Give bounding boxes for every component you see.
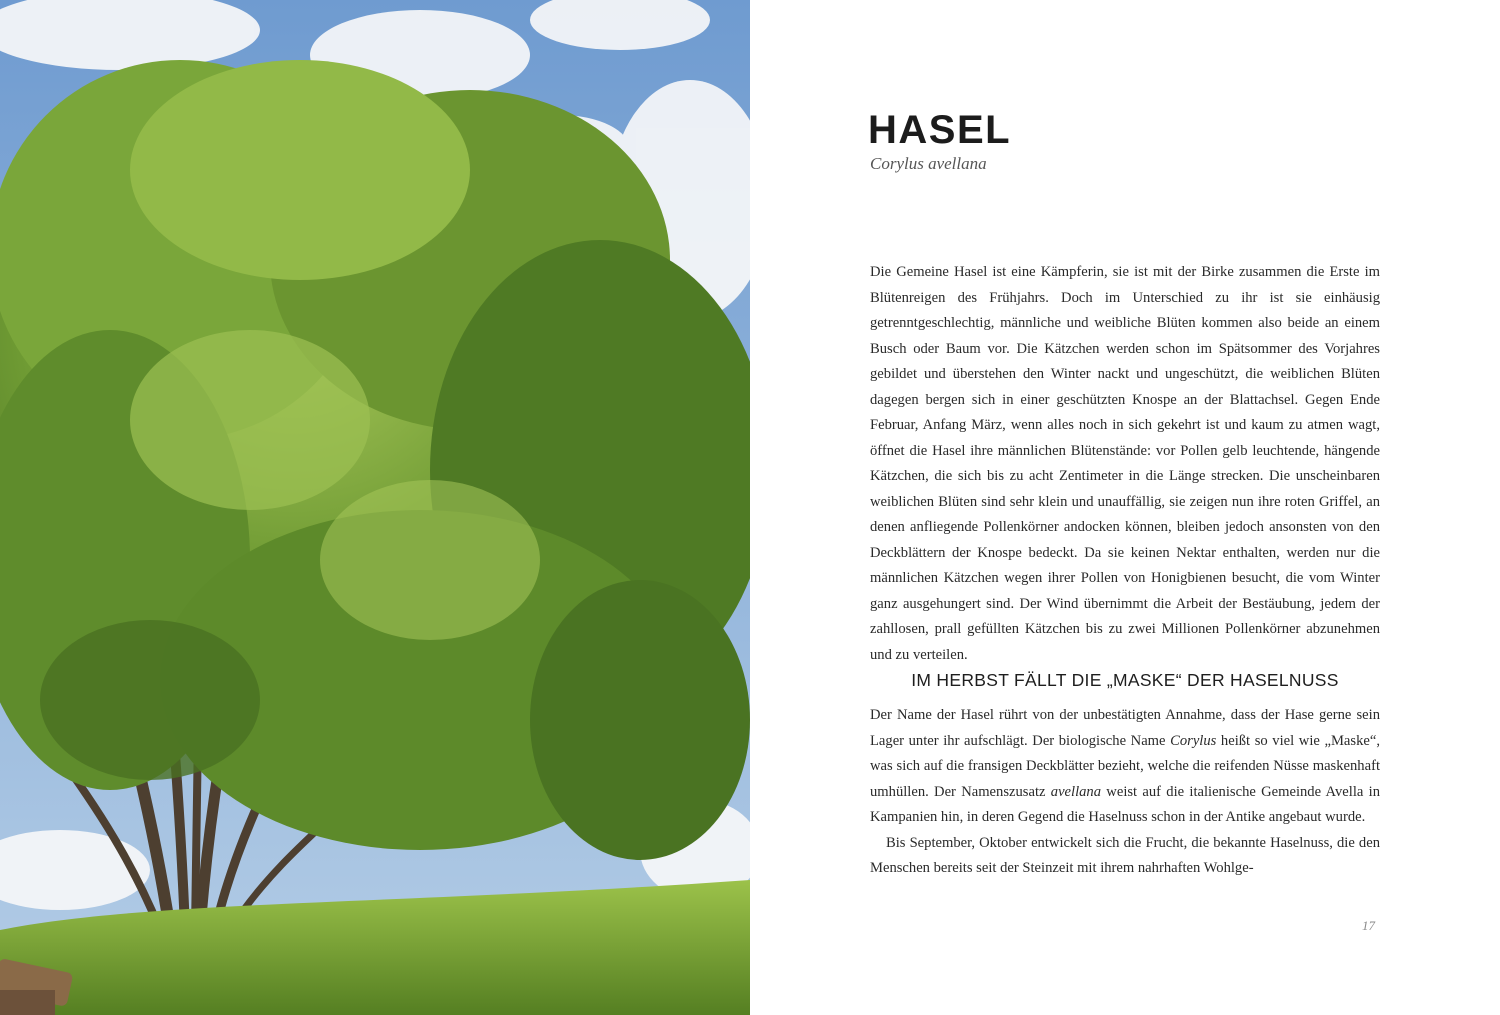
paragraph [870,703,1380,831]
intro-text [870,260,1380,668]
text-run: weist auf die italienische Gemeinde Avella in Kampanien hin, in deren Gegend die Haselnuss schon in der Antike angebaut wurde. [870,783,1380,825]
text-page [750,0,1500,1015]
latin-name: Corylus avellana [870,154,987,173]
page-number: 17 [1362,918,1375,933]
text-run: heißt so viel wie „Maske“, was sich auf die fransigen Deckblätter bezieht, welche die reifenden Nüsse maskenhaft umhüllen. Der Namenszusatz [870,732,1380,800]
page-title: HASEL [868,108,1012,152]
paragraph: Bis September, Oktober entwickelt sich die Frucht, die bekannte Haselnuss, die den Menschen bereits seit der Steinzeit mit ihrem nahrhaften Wohlge- [870,834,1380,876]
italic-term: avellana [1050,783,1102,800]
text-run: Der Name der Hasel rührt von der unbestätigten Annahme, dass der Hase gerne sein Lager unter ihr aufschlägt. Der biologische Name [870,707,1380,749]
italic-term: Corylus [1170,732,1217,749]
section-text [870,703,1380,882]
section-heading: IM HERBST FÄLLT DIE „MASKE“ DER HASELNUSS [911,670,1339,690]
paragraph: Die Gemeine Hasel ist eine Kämpferin, sie ist mit der Birke zusammen die Erste im Blütenreigen des Frühjahrs. Doch im Unterschied zu ihr ist sie einhäusig getrenntgeschlechtig, männliche und weibliche Blüten kommen also beide an einem Busch oder Baum vor. Die Kätzchen werden schon im Spätsommer des Vorjahres gebildet und überstehen den Winter nackt und ungeschützt, die weiblichen Blüten dagegen bergen sich in einer geschützten Knospe an der Blattachsel. Gegen Ende Februar, Anfang März, wenn alles noch in sich gekehrt ist und kaum zu atmen wagt, öffnet die Hasel ihre männlichen Blütenstände: vor Pollen gelb leuchtende, hängende Kätzchen, die sich bis zu acht Zentimeter in die Länge strecken. Die unscheinbaren weiblichen Blüten sind sehr klein und unauffällig, sie zeigen nun ihre roten Griffel, an denen anfliegende Pollenkörner andocken können, bleiben jedoch ansonsten von den Deckblättern der Knospe bedeckt. Da sie keinen Nektar enthalten, werden nur die männlichen Kätzchen wegen ihrer Pollen von Honigbienen besucht, die vom Winter ganz ausgehungert sind. Der Wind übernimmt die Arbeit der Bestäubung, jedem der zahllosen, prall gefüllten Kätzchen bis zu zwei Millionen Pollenkörner abzunehmen und zu verteilen. [870,264,1380,663]
